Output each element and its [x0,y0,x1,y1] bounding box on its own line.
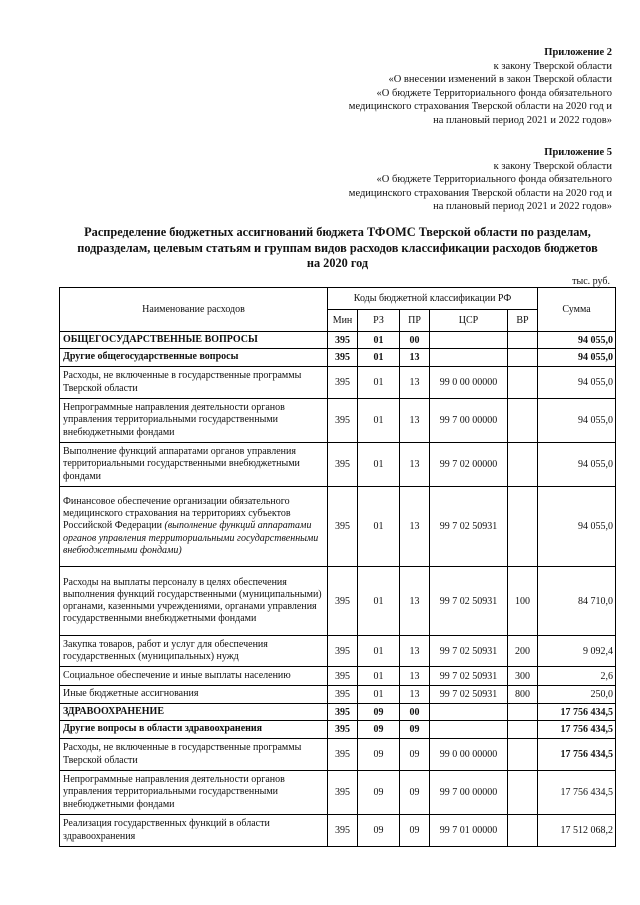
header-csr: ЦСР [430,310,508,332]
row-sum: 94 055,0 [538,332,616,349]
appendix-5-line: «О бюджете Территориального фонда обязательного [376,174,612,186]
row-name: Другие вопросы в области здравоохранения [60,721,328,739]
title-line: Распределение бюджетных ассигнований бюджета ТФОМС Тверской области по разделам, [84,225,591,239]
table-row [60,349,616,367]
row-rz: 09 [358,721,400,739]
row-sum: 17 512 068,2 [538,815,616,847]
row-vr [508,771,538,815]
row-rz: 01 [358,636,400,667]
row-sum: 94 055,0 [538,443,616,487]
row-name: Закупка товаров, работ и услуг для обеспечения государственных (муниципальных) нужд [60,636,328,667]
row-pr: 00 [400,332,430,349]
row-rz: 01 [358,349,400,367]
row-pr: 13 [400,487,430,567]
row-csr: 99 0 00 00000 [430,367,508,399]
table-row [60,399,616,443]
row-min: 395 [328,367,358,399]
row-csr [430,349,508,367]
row-pr: 09 [400,771,430,815]
row-csr: 99 7 02 50931 [430,487,508,567]
row-csr: 99 7 02 50931 [430,667,508,686]
row-sum: 2,6 [538,667,616,686]
header-vr: ВР [508,310,538,332]
row-vr [508,739,538,771]
table-row [60,332,616,349]
appendix-2-header [349,46,612,128]
row-pr: 09 [400,739,430,771]
row-vr: 200 [508,636,538,667]
appendix-2-line: на плановый период 2021 и 2022 годов» [433,114,612,126]
header-min: Мин [328,310,358,332]
row-min: 395 [328,721,358,739]
appendix-5-title: Приложение 5 [544,147,612,158]
row-csr: 99 7 00 00000 [430,771,508,815]
row-rz: 01 [358,667,400,686]
row-csr: 99 7 02 00000 [430,443,508,487]
row-csr: 99 7 02 50931 [430,567,508,636]
row-name: Другие общегосударственные вопросы [60,349,328,367]
row-name: Иные бюджетные ассигнования [60,686,328,704]
row-sum: 17 756 434,5 [538,739,616,771]
row-rz: 09 [358,704,400,721]
row-vr [508,487,538,567]
row-min: 395 [328,567,358,636]
row-sum: 94 055,0 [538,367,616,399]
appendix-5-header [349,146,612,214]
row-csr: 99 7 01 00000 [430,815,508,847]
row-sum: 84 710,0 [538,567,616,636]
row-csr: 99 7 02 50931 [430,686,508,704]
row-pr: 13 [400,667,430,686]
table-row [60,367,616,399]
row-min: 395 [328,686,358,704]
row-pr: 13 [400,636,430,667]
row-min: 395 [328,667,358,686]
row-name: Социальное обеспечение и иные выплаты населению [60,667,328,686]
appendix-2-line: медицинского страхования Тверской области на 2020 год и [348,101,612,113]
table-row [60,721,616,739]
row-name: Реализация государственных функций в области здравоохранения [60,815,328,847]
row-csr [430,721,508,739]
header-codes: Коды бюджетной классификации РФ [328,288,538,310]
row-min: 395 [328,443,358,487]
row-rz: 01 [358,686,400,704]
table-row [60,686,616,704]
units-label: тыс. руб. [572,276,610,287]
row-rz: 09 [358,771,400,815]
row-rz: 09 [358,815,400,847]
row-pr: 13 [400,367,430,399]
row-sum: 94 055,0 [538,349,616,367]
header-rz: РЗ [358,310,400,332]
header-name: Наименование расходов [60,288,328,332]
row-name: Расходы, не включенные в государственные программы Тверской области [60,367,328,399]
row-pr: 09 [400,721,430,739]
row-sum: 17 756 434,5 [538,721,616,739]
row-pr: 00 [400,704,430,721]
row-name-cell [60,487,328,567]
table-row [60,567,616,636]
row-vr [508,332,538,349]
row-min: 395 [328,815,358,847]
row-vr: 300 [508,667,538,686]
row-note: (выполнение функций аппаратами органов управления территориальными государственными внебюджетными фондами) [63,520,319,556]
row-min: 395 [328,636,358,667]
row-csr [430,704,508,721]
appendix-5-line: на плановый период 2021 и 2022 годов» [433,201,612,213]
table-row [60,667,616,686]
row-min: 395 [328,487,358,567]
row-name: Расходы на выплаты персоналу в целях обеспечения выполнения функций государственными (муниципальными) органами, казенными учреждениями, органами управления государственными внебюджетными фондами [60,567,328,636]
row-vr [508,721,538,739]
row-vr: 100 [508,567,538,636]
row-sum: 94 055,0 [538,399,616,443]
table-row [60,771,616,815]
row-vr [508,349,538,367]
row-sum: 94 055,0 [538,487,616,567]
row-csr [430,332,508,349]
row-name: Непрограммные направления деятельности органов управления территориальными государственными внебюджетными фондами [60,771,328,815]
row-min: 395 [328,739,358,771]
document-title [60,225,615,272]
row-name: Финансовое обеспечение организации обязательного медицинского страхования на территориях субъектов Российской Федерации [63,495,291,532]
row-name: Непрограммные направления деятельности органов управления территориальными государственными внебюджетными фондами [60,399,328,443]
row-rz: 01 [358,399,400,443]
row-pr: 13 [400,443,430,487]
row-rz: 01 [358,487,400,567]
row-rz: 01 [358,567,400,636]
row-vr [508,443,538,487]
row-vr [508,815,538,847]
row-sum: 17 756 434,5 [538,771,616,815]
header-pr: ПР [400,310,430,332]
title-line: подразделам, целевым статьям и группам видов расходов классификации расходов бюджетов [77,240,598,255]
header-sum: Сумма [538,288,616,332]
appendix-5-line: медицинского страхования Тверской области на 2020 год и [348,187,612,199]
table-row [60,704,616,721]
row-vr [508,704,538,721]
table-row [60,739,616,771]
appendix-5-line: к закону Тверской области [493,160,612,172]
appendix-2-title: Приложение 2 [544,47,612,58]
row-csr: 99 7 02 50931 [430,636,508,667]
row-pr: 13 [400,686,430,704]
row-name: Выполнение функций аппаратами органов управления территориальными государственными внебюджетными фондами [60,443,328,487]
row-min: 395 [328,332,358,349]
table-row [60,636,616,667]
row-sum: 250,0 [538,686,616,704]
row-rz: 01 [358,332,400,349]
row-sum: 17 756 434,5 [538,704,616,721]
row-name: ОБЩЕГОСУДАРСТВЕННЫЕ ВОПРОСЫ [60,332,328,349]
row-rz: 09 [358,739,400,771]
title-line: на 2020 год [306,256,369,270]
row-pr: 13 [400,567,430,636]
row-vr: 800 [508,686,538,704]
table-row [60,815,616,847]
row-csr: 99 7 00 00000 [430,399,508,443]
row-rz: 01 [358,443,400,487]
row-name: Расходы, не включенные в государственные программы Тверской области [60,739,328,771]
appendix-2-line: к закону Тверской области [493,60,612,72]
row-min: 395 [328,771,358,815]
row-min: 395 [328,349,358,367]
row-min: 395 [328,399,358,443]
row-pr: 13 [400,399,430,443]
row-pr: 09 [400,815,430,847]
row-vr [508,367,538,399]
appendix-2-line: «О внесении изменений в закон Тверской области [388,74,612,86]
table-row [60,487,616,567]
row-sum: 9 092,4 [538,636,616,667]
row-rz: 01 [358,367,400,399]
row-vr [508,399,538,443]
appendix-2-line: «О бюджете Территориального фонда обязательного [376,87,612,99]
budget-table [59,287,616,847]
row-csr: 99 0 00 00000 [430,739,508,771]
row-min: 395 [328,704,358,721]
row-pr: 13 [400,349,430,367]
row-name: ЗДРАВООХРАНЕНИЕ [60,704,328,721]
table-row [60,443,616,487]
